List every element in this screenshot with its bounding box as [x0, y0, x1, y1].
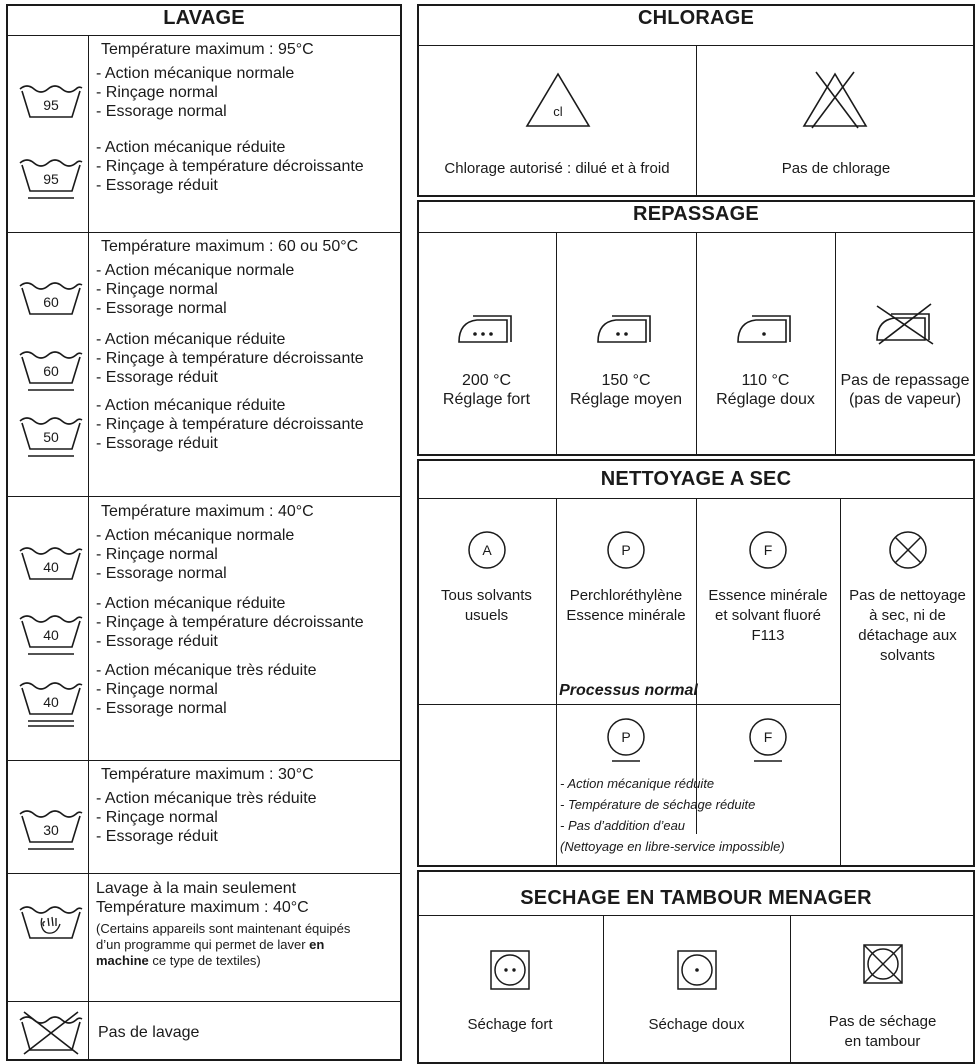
- solvent-label-line: Essence minérale: [566, 607, 686, 624]
- drying-label-line: Pas de séchage: [828, 1013, 937, 1030]
- lavage-group-divider: [6, 496, 402, 497]
- wash-instruction-line: - Essorage réduit: [96, 828, 218, 845]
- sechage-column-divider-1: [603, 915, 604, 1064]
- solvent-label-line: F113: [751, 627, 785, 644]
- wash-temperature: 30: [43, 822, 59, 838]
- wash-instruction-line: - Action mécanique réduite: [96, 595, 286, 612]
- hand-wash-line-2: Température maximum : 40°C: [96, 899, 309, 916]
- dry-clean-f-gentle-icon: [748, 717, 788, 763]
- wash-tub-icon: [18, 349, 84, 397]
- iron-two-dots-icon: [594, 306, 658, 352]
- iron-dot: [473, 332, 477, 336]
- wash-instruction-line: - Action mécanique normale: [96, 527, 295, 544]
- iron-setting-line-2: Réglage doux: [716, 391, 815, 408]
- nettoyage-normal-divider: [417, 704, 840, 705]
- hand-wash-note: [96, 921, 396, 969]
- no-wash-icon: [18, 1010, 84, 1056]
- no-tumble-dry-icon: [863, 944, 903, 984]
- wash-tub-icon: [18, 680, 84, 728]
- solvent-letter: A: [481, 542, 492, 558]
- gentle-note-3: - Pas d’addition d’eau: [560, 818, 686, 833]
- nettoyage-title: NETTOYAGE A SEC: [600, 468, 792, 490]
- chlorage-allowed-label: Chlorage autorisé : dilué et à froid: [444, 160, 670, 177]
- gentle-process-notes: [560, 776, 785, 855]
- solvent-label-line: Essence minérale: [708, 587, 828, 604]
- dry-clean-p-gentle-icon: [606, 717, 646, 763]
- wash-instructions: [96, 789, 317, 846]
- lavage-hand-divider: [6, 873, 402, 874]
- processus-normal-label: Processus normal: [559, 682, 698, 699]
- tumble-dry-one-dot-icon: [677, 950, 717, 990]
- wash-instruction-line: - Rinçage normal: [96, 546, 218, 563]
- solvent-label-line: et solvant fluoré: [715, 607, 821, 624]
- wash-instruction-line: - Rinçage normal: [96, 681, 218, 698]
- hand-wash-line-1: Lavage à la main seulement: [96, 880, 297, 897]
- wash-instruction-line: - Action mécanique réduite: [96, 139, 286, 156]
- repassage-column-divider-3: [835, 232, 836, 456]
- wash-instruction-line: - Action mécanique réduite: [96, 397, 286, 414]
- solvent-letter: F: [763, 729, 773, 745]
- drying-label-line: Séchage fort: [467, 1016, 553, 1033]
- solvent-label: [417, 586, 556, 626]
- wash-temperature: 40: [43, 559, 59, 575]
- wash-instruction-line: - Rinçage à température décroissante: [96, 416, 364, 433]
- wash-temperature: 95: [43, 97, 59, 113]
- wash-instructions: [96, 594, 364, 651]
- wash-instructions: [96, 330, 364, 387]
- iron-one-dot-icon: [734, 306, 798, 352]
- wash-instruction-line: - Rinçage normal: [96, 809, 218, 826]
- solvent-letter: P: [621, 729, 631, 745]
- no-iron-icon: [873, 300, 937, 346]
- dry-dot: [504, 968, 507, 971]
- solvent-label-line: Perchloréthylène: [569, 587, 683, 604]
- wash-temperature: 40: [43, 627, 59, 643]
- no-dry-clean-icon: [888, 530, 928, 576]
- max-temperature-label: Température maximum : 40°C: [101, 503, 314, 520]
- iron-setting-line-2: (pas de vapeur): [848, 391, 962, 408]
- lavage-title-divider: [6, 35, 402, 36]
- iron-three-dots-icon: [455, 306, 519, 352]
- iron-setting-line-1: 200 °C: [461, 372, 512, 389]
- solvent-label: [840, 586, 975, 666]
- solvent-label-line: Tous solvants: [441, 587, 532, 604]
- drying-label: [790, 1012, 975, 1052]
- wash-tub-icon: [18, 280, 84, 328]
- repassage-column-divider-1: [556, 232, 557, 456]
- no-chlorage-label: Pas de chlorage: [781, 160, 891, 177]
- solvent-label: [556, 586, 696, 626]
- wash-instruction-line: - Action mécanique normale: [96, 262, 295, 279]
- iron-setting-label: [835, 371, 975, 409]
- chlorage-title: CHLORAGE: [637, 7, 755, 29]
- wash-tub-icon: [18, 545, 84, 593]
- iron-setting-line-2: Réglage fort: [442, 391, 531, 408]
- solvent-label-line: solvants: [879, 647, 936, 664]
- iron-dot: [624, 332, 628, 336]
- wash-instruction-line: - Essorage réduit: [96, 177, 218, 194]
- wash-instruction-line: - Essorage normal: [96, 565, 227, 582]
- max-temperature-label: Température maximum : 30°C: [101, 766, 314, 783]
- hand-wash-icon: [18, 904, 84, 942]
- wash-instruction-line: - Rinçage à température décroissante: [96, 350, 364, 367]
- iron-setting-line-1: Pas de repassage: [840, 372, 970, 389]
- wash-instruction-line: - Essorage réduit: [96, 435, 218, 452]
- iron-dot: [489, 332, 493, 336]
- gentle-note-2: - Température de séchage réduite: [560, 797, 756, 812]
- drying-label-line: en tambour: [844, 1033, 921, 1050]
- wash-instruction-line: - Essorage normal: [96, 700, 227, 717]
- repassage-title: REPASSAGE: [633, 203, 759, 225]
- lavage-group-divider: [6, 232, 402, 233]
- wash-instructions: [96, 64, 294, 121]
- iron-setting-line-2: Réglage moyen: [569, 391, 683, 408]
- lavage-icon-column-divider: [88, 35, 89, 1061]
- sechage-title: SECHAGE EN TAMBOUR MENAGER: [520, 887, 872, 909]
- wash-tub-icon: [18, 415, 84, 463]
- solvent-label-line: détachage aux: [858, 627, 957, 644]
- wash-instruction-line: - Rinçage à température décroissante: [96, 158, 364, 175]
- iron-dot: [481, 332, 485, 336]
- solvent-label-line: usuels: [464, 607, 509, 624]
- dry-dot: [512, 968, 515, 971]
- dry-dot: [695, 968, 699, 972]
- wash-tub-icon: [18, 157, 84, 205]
- wash-instructions: [96, 526, 294, 583]
- hand-wash-note-bold-2: machine: [96, 953, 149, 968]
- wash-instruction-line: - Rinçage normal: [96, 281, 218, 298]
- iron-setting-line-1: 150 °C: [601, 372, 651, 389]
- hand-wash-note-mid: d’un programme qui permet de laver: [96, 937, 310, 952]
- drying-label-line: Séchage doux: [648, 1016, 745, 1033]
- solvent-letter: F: [763, 542, 773, 558]
- wash-instruction-line: - Essorage réduit: [96, 633, 218, 650]
- wash-instruction-line: - Action mécanique réduite: [96, 331, 286, 348]
- solvent-letter: P: [621, 542, 631, 558]
- gentle-note-4: (Nettoyage en libre-service impossible): [560, 839, 785, 854]
- wash-tub-icon: [18, 808, 84, 856]
- iron-dot: [616, 332, 620, 336]
- dry-clean-f-icon: [748, 530, 788, 576]
- hand-wash-note-end: ce type de textiles): [148, 953, 261, 968]
- wash-instruction-line: - Action mécanique normale: [96, 65, 295, 82]
- gentle-note-1: - Action mécanique réduite: [560, 776, 715, 791]
- wash-temperature: 60: [43, 363, 59, 379]
- wash-tub-icon: [18, 613, 84, 661]
- wash-temperature: 40: [43, 694, 59, 710]
- no-wash-label: Pas de lavage: [98, 1024, 200, 1041]
- iron-dot: [762, 332, 766, 336]
- wash-instructions: [96, 661, 317, 718]
- hand-wash-note-bold-1: en: [309, 937, 325, 952]
- wash-temperature: 95: [43, 171, 59, 187]
- wash-instruction-line: - Action mécanique très réduite: [96, 662, 317, 679]
- wash-instruction-line: - Action mécanique très réduite: [96, 790, 317, 807]
- hand-wash-note-start: (Certains appareils sont maintenant équipés: [96, 921, 351, 936]
- wash-instruction-line: - Rinçage normal: [96, 84, 218, 101]
- lavage-title: LAVAGE: [163, 7, 245, 29]
- repassage-column-divider-2: [696, 232, 697, 456]
- nettoyage-column-divider-3: [840, 498, 841, 867]
- tumble-dry-two-dots-icon: [490, 950, 530, 990]
- chlorine-symbol: cl: [553, 104, 563, 119]
- wash-instruction-line: - Rinçage à température décroissante: [96, 614, 364, 631]
- dry-clean-a-icon: [467, 530, 507, 576]
- iron-setting-line-1: 110 °C: [741, 372, 790, 389]
- solvent-label: [696, 586, 840, 646]
- max-temperature-label: Température maximum : 60 ou 50°C: [101, 238, 359, 255]
- wash-temperature: 50: [43, 429, 59, 445]
- wash-instructions: [96, 261, 294, 318]
- no-chlorine-icon: [802, 70, 868, 130]
- sechage-title-divider: [417, 915, 975, 916]
- wash-instructions: [96, 396, 364, 453]
- solvent-label-line: à sec, ni de: [869, 607, 946, 624]
- wash-instruction-line: - Essorage réduit: [96, 369, 218, 386]
- drying-label: [417, 1015, 603, 1035]
- lavage-group-divider: [6, 760, 402, 761]
- iron-setting-label: [696, 371, 835, 409]
- solvent-label-line: Pas de nettoyage: [849, 587, 966, 604]
- wash-instructions: [96, 138, 364, 195]
- iron-setting-label: [556, 371, 696, 409]
- wash-temperature: 60: [43, 294, 59, 310]
- iron-setting-label: [417, 371, 556, 409]
- max-temperature-label: Température maximum : 95°C: [101, 41, 314, 58]
- wash-instruction-line: - Essorage normal: [96, 300, 227, 317]
- wash-instruction-line: - Essorage normal: [96, 103, 227, 120]
- wash-tub-icon: [18, 83, 84, 131]
- dry-clean-p-icon: [606, 530, 646, 576]
- lavage-none-divider: [6, 1001, 402, 1002]
- drying-label: [603, 1015, 790, 1035]
